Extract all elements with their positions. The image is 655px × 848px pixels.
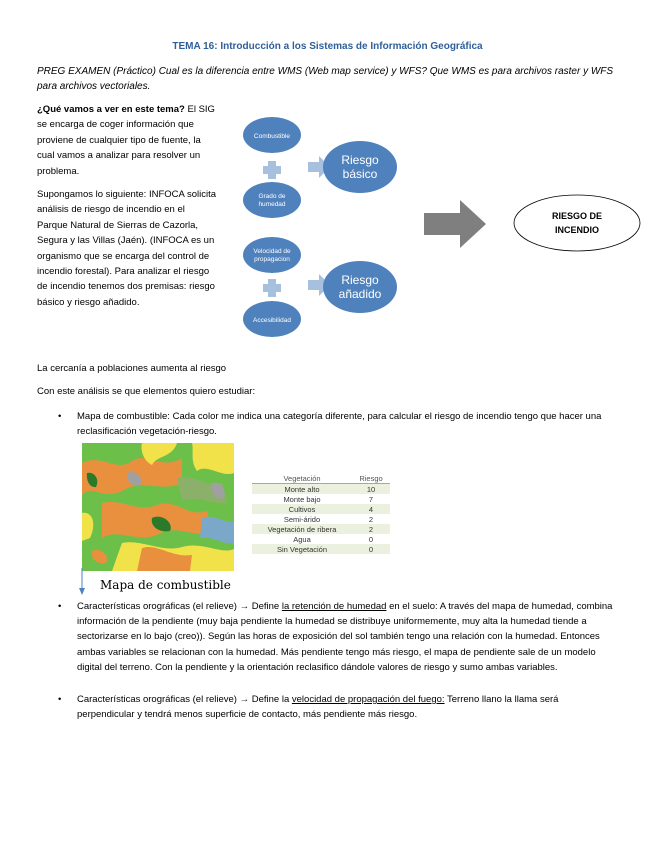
node-riesgo-incendio xyxy=(514,195,640,251)
risk-diagram xyxy=(234,100,644,345)
intro-heading: ¿Qué vamos a ver en este tema? xyxy=(37,104,185,115)
node-velocidad xyxy=(243,237,301,273)
table-cell: Semi-árido xyxy=(283,514,321,524)
exam-question: PREG EXAMEN (Práctico) Cual es la diferencia entre WMS (Web map service) y WFS? Que WMS es para archivos raster y WFS para archivos vectoriales. xyxy=(37,66,614,92)
intro-p1: El SIG se encarga de coger información que proviene de cualquier tipo de fuente, la cual vamos a analizar para resolver un problema. xyxy=(37,104,215,177)
node-humedad xyxy=(243,182,301,218)
table-row xyxy=(252,524,390,534)
node-accesibilidad-label: Accesibilidad xyxy=(253,317,291,324)
riesgo-anadido-label-2: añadido xyxy=(338,287,382,301)
node-humedad-label-2: humedad xyxy=(258,201,286,208)
table-header: Vegetación xyxy=(252,473,352,484)
intro-p2: Supongamos lo siguiente: INFOCA solicita análisis de riesgo de incendio en el Parque Natural de Sierras de Cazorla, Segura y las Villas (Jaén). (INFOCA es un organismo que se encarga del control de incendio forestal). Para analizar el riesgo de incendio tenemos dos premisas: riesgo básico y riesgo añadido. xyxy=(37,189,217,308)
plus-icon-1 xyxy=(263,161,281,179)
bullet-velocidad-underlined: velocidad de propagación del fuego: xyxy=(291,694,445,705)
fuel-map-image xyxy=(82,443,234,571)
node-velocidad-label-1: Velocidad de xyxy=(253,248,291,255)
table-header: Riesgo xyxy=(352,473,390,484)
bullet-humedad-underlined: la retención de humedad xyxy=(281,601,387,612)
bullet-velocidad-pre: Características orográficas (el relieve) → Define la xyxy=(77,694,292,705)
bullet-velocidad xyxy=(58,692,618,722)
arrow-right-icon-big xyxy=(424,200,486,248)
intro-text xyxy=(37,102,217,318)
bullet-humedad-post: en el suelo: A través del mapa de humedad, combina información de la pendiente (muy baja pendiente la humedad se distribuye uniformemente, muy alta la humedad tiende a sectorizarse en lo bajo (creo)). Según las horas de exposición del sol también tengo una relación con la humedad. Entonces ambas variables se relacionan con la humedad. Más pendiente tengo más riesgo, el mapa de pendiente sale de un modelo digital del terreno. Con la pendiente y la orientación reclasifico dándole valores de riesgo y sumo ambas variables. xyxy=(77,601,613,673)
table-cell: 10 xyxy=(352,484,390,495)
riesgo-incendio-label-2: INCENDIO xyxy=(554,225,600,235)
bullet-humedad xyxy=(58,599,618,675)
table-cell: Sin Vegetación xyxy=(252,544,352,554)
table-cell: Agua xyxy=(293,534,311,544)
table-cell: 0 xyxy=(368,534,374,544)
table-row xyxy=(252,504,390,514)
table-cell: Monte bajo xyxy=(283,494,321,504)
bullet-humedad-pre: Características orográficas (el relieve) → Define xyxy=(77,601,282,612)
table-row xyxy=(252,494,390,504)
table-row xyxy=(252,534,390,544)
table-cell: Cultivos xyxy=(252,504,352,514)
bullet-velocidad-text xyxy=(77,692,618,722)
node-combustible-label: Combustible xyxy=(253,133,291,140)
table-row xyxy=(252,514,390,524)
vegetation-risk-table xyxy=(252,473,390,554)
arrow-down-icon xyxy=(77,568,87,596)
bullet-dot: • xyxy=(58,411,62,422)
table-cell: 2 xyxy=(352,524,390,534)
page-title: TEMA 16: Introducción a los Sistemas de Información Geográfica xyxy=(172,41,483,52)
cercania-text: La cercanía a poblaciones aumenta al riesgo xyxy=(37,363,227,374)
node-velocidad-label-2: propagacion xyxy=(254,256,290,263)
map-caption: Mapa de combustible xyxy=(100,578,231,592)
table-row xyxy=(252,484,390,495)
bullet-humedad-text xyxy=(77,599,618,675)
bullet-velocidad-post: Terreno llano la llama será perpendicular y tendrá menos superficie de contacto, más pendiente más riesgo. xyxy=(77,694,559,721)
con-este-text: Con este análisis se que elementos quiero estudiar: xyxy=(37,386,256,397)
bullet-combustible xyxy=(58,409,618,439)
table-header-row xyxy=(252,473,390,484)
riesgo-incendio-label-1: RIESGO DE xyxy=(551,211,603,221)
table-row xyxy=(252,544,390,554)
riesgo-basico-label-1: Riesgo xyxy=(341,153,379,167)
riesgo-anadido-label-1: Riesgo xyxy=(341,273,379,287)
node-humedad-label-1: Grado de xyxy=(258,193,286,200)
table-cell: 7 xyxy=(368,494,374,504)
table-cell: 4 xyxy=(352,504,390,514)
table-cell: Vegetación de ribera xyxy=(252,524,352,534)
table-cell: 0 xyxy=(352,544,390,554)
bullet-combustible-text: Mapa de combustible: Cada color me indica una categoría diferente, para calcular el riesgo de incendio tengo que hacer una reclasificación vegetación-riesgo. xyxy=(77,411,602,438)
table-cell: Monte alto xyxy=(252,484,352,495)
riesgo-basico-label-2: básico xyxy=(342,167,378,181)
bullet-dot: • xyxy=(58,694,62,705)
table-cell: 2 xyxy=(368,514,374,524)
plus-icon-2 xyxy=(263,279,281,297)
bullet-dot: • xyxy=(58,601,62,612)
